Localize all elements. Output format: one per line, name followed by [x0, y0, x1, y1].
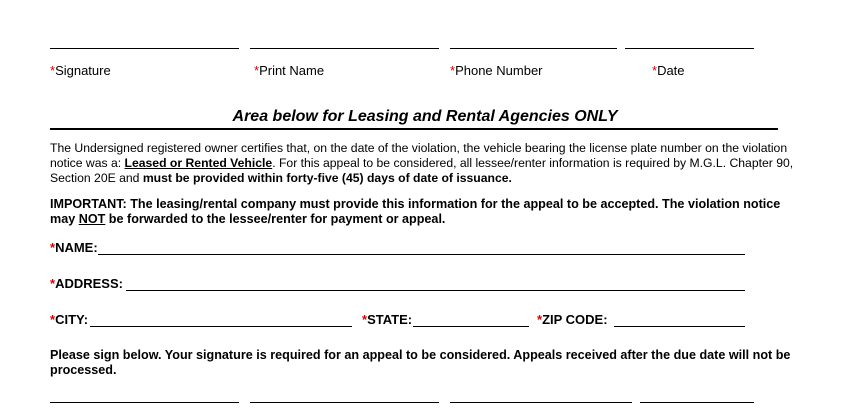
- required-mark: *: [537, 312, 543, 327]
- phone-label: *Phone Number: [450, 63, 543, 78]
- required-mark: *: [50, 312, 56, 327]
- city-label: *CITY:: [50, 312, 89, 327]
- heading-rule: [50, 128, 778, 130]
- phone-line-top[interactable]: [450, 48, 617, 49]
- required-mark: *: [50, 240, 56, 255]
- print-name-line-top[interactable]: [250, 48, 439, 49]
- print-name-line-bottom[interactable]: [250, 402, 439, 403]
- date-label: *Date: [652, 63, 685, 78]
- required-mark: *: [50, 63, 56, 78]
- section-heading: Area below for Leasing and Rental Agencies ONLY: [232, 108, 618, 125]
- signature-line-bottom[interactable]: [50, 402, 239, 403]
- name-field[interactable]: [98, 254, 745, 255]
- city-field[interactable]: [90, 326, 352, 327]
- signature-label: *Signature: [50, 63, 111, 78]
- print-name-label: *Print Name: [254, 63, 325, 78]
- required-mark: *: [652, 63, 658, 78]
- intro-paragraph: The Undersigned registered owner certifies that, on the date of the violation, the vehicle bearing the license plate number on the violation notice was a: Leased or Rented Vehicle. For this appeal to be considered, all lessee/renter information is required by M.G.L. Chapter 90, Section 20E and must be provided within forty-five (45) days of date of issuance.: [50, 141, 794, 185]
- signature-line-top[interactable]: [50, 48, 239, 49]
- sign-notice: Please sign below. Your signature is required for an appeal to be considered. Appeals received after the due date will not be processed.: [50, 348, 791, 377]
- required-mark: *: [450, 63, 456, 78]
- date-line-bottom[interactable]: [640, 402, 754, 403]
- address-field[interactable]: [126, 290, 745, 291]
- state-label: *STATE:: [362, 312, 413, 327]
- leased-vehicle-text: Leased or Rented Vehicle: [124, 156, 273, 170]
- phone-line-bottom[interactable]: [450, 402, 632, 403]
- deadline-text: must be provided within forty-five (45) days of date of issuance.: [142, 171, 512, 185]
- not-emphasis: NOT: [78, 212, 106, 226]
- required-mark: *: [254, 63, 260, 78]
- required-mark: *: [50, 276, 56, 291]
- state-field[interactable]: [413, 326, 529, 327]
- zip-label: *ZIP CODE:: [537, 312, 608, 327]
- required-mark: *: [362, 312, 368, 327]
- address-label: *ADDRESS:: [50, 276, 123, 291]
- important-paragraph: IMPORTANT: The leasing/rental company must provide this information for the appeal to be accepted. The violation notice may NOT be forwarded to the lessee/renter for payment or appeal.: [50, 197, 781, 226]
- date-line-top[interactable]: [625, 48, 754, 49]
- name-label: *NAME:: [50, 240, 98, 255]
- zip-field[interactable]: [614, 326, 745, 327]
